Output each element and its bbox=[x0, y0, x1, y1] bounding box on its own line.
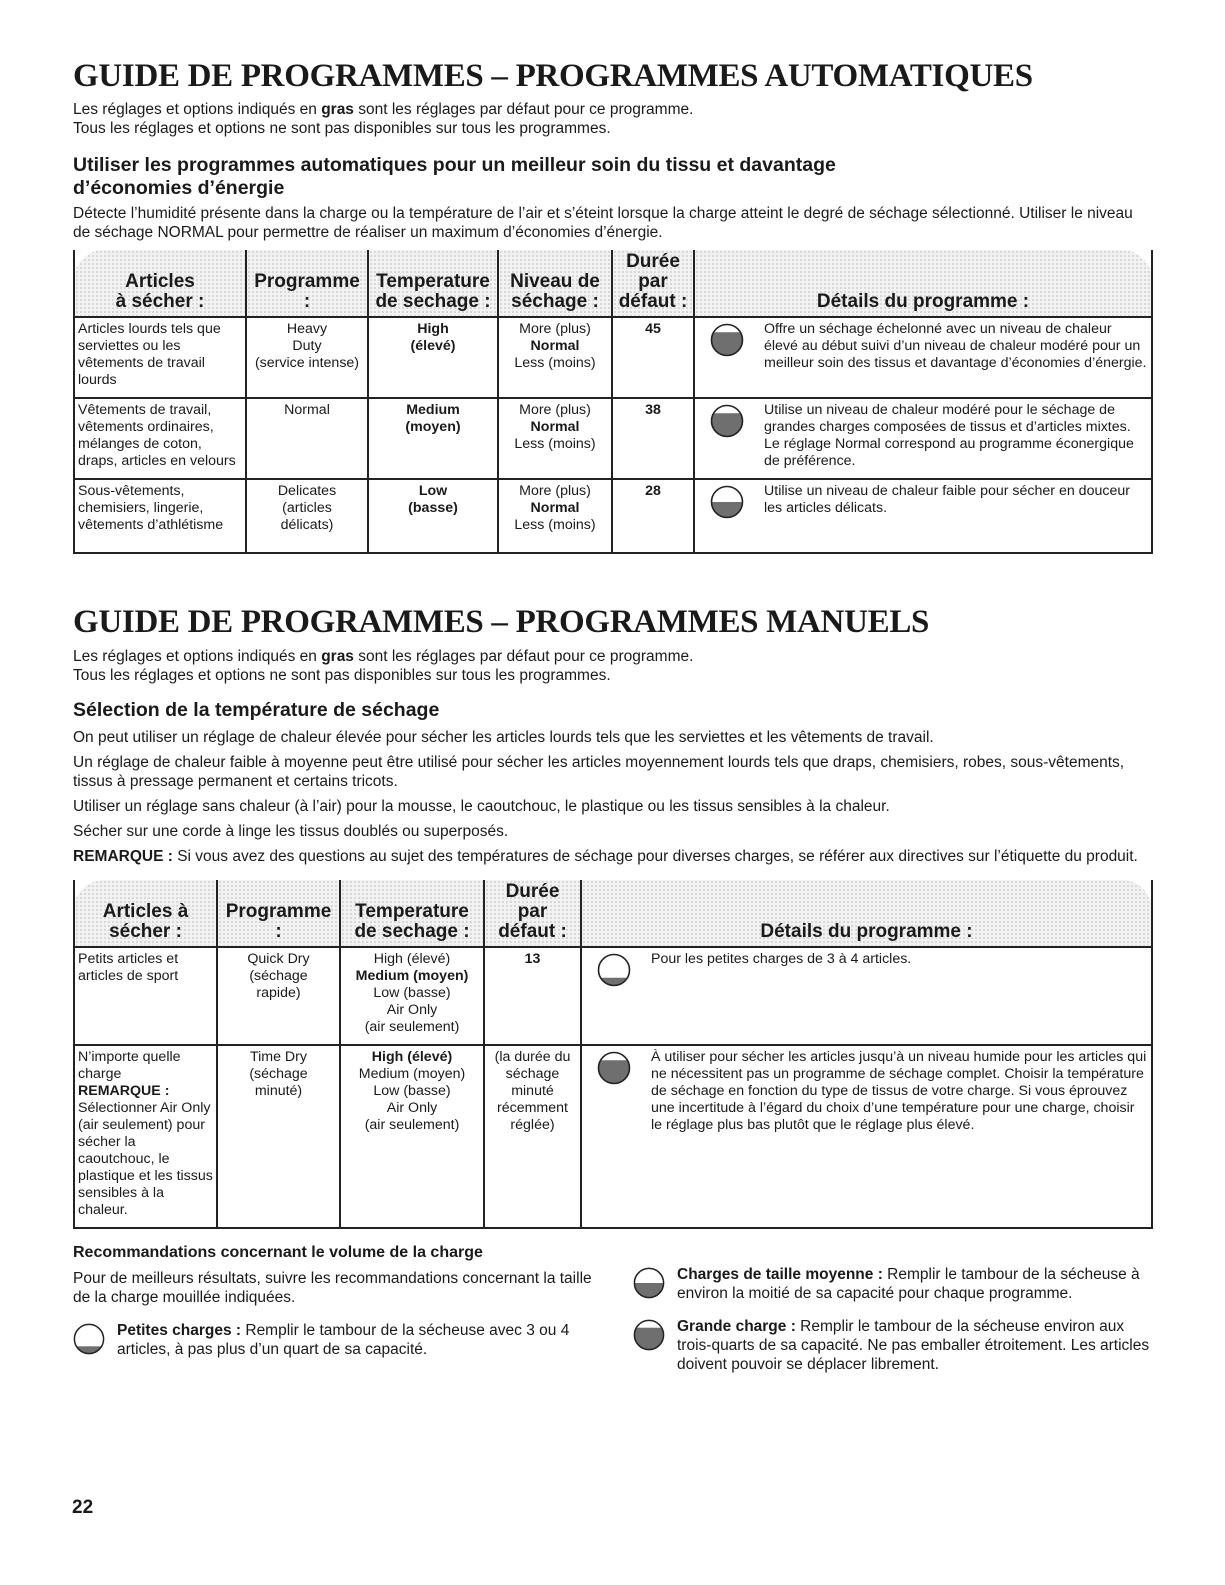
drum-quarter-icon bbox=[73, 1323, 105, 1355]
manual-subtitle: Sélection de la température de séchage bbox=[73, 698, 440, 721]
row-details-text: Pour les petites charges de 3 à 4 articles. bbox=[651, 950, 912, 967]
row-temperature: High (élevé) bbox=[368, 317, 498, 398]
manual-title: GUIDE DE PROGRAMMES – PROGRAMMES MANUELS bbox=[73, 604, 930, 641]
load-large-label: Grande charge : bbox=[677, 1317, 796, 1335]
manual-intro-1-bold: gras bbox=[321, 647, 354, 665]
manual-remark bbox=[73, 847, 1153, 866]
load-large-body: Remplir le tambour de la sécheuse environ aux trois-quarts de sa capacité. Ne pas emballer étroitement. Les articles doivent pouvoir se déplacer librement. bbox=[677, 1317, 1150, 1373]
load-right-column bbox=[633, 1243, 1153, 1374]
manual-header-programme: Programme : bbox=[217, 880, 340, 947]
row-niveau: More (plus) Normal Less (moins) bbox=[498, 398, 612, 479]
load-title: Recommandations concernant le volume de la charge bbox=[73, 1243, 483, 1261]
row-details bbox=[581, 947, 1152, 1045]
row-details bbox=[694, 479, 1152, 553]
row-temperature: High (élevé) Medium (moyen) Low (basse) Air Only (air seulement) bbox=[340, 947, 484, 1045]
row-programme: Delicates (articles délicats) bbox=[246, 479, 368, 553]
row-duree: 38 bbox=[612, 398, 694, 479]
auto-header-programme: Programme : bbox=[246, 250, 368, 317]
row-programme: Time Dry (séchage minuté) bbox=[217, 1045, 340, 1228]
manual-header-temperature: Temperature de sechage : bbox=[340, 880, 484, 947]
row-duree: 45 bbox=[612, 317, 694, 398]
row-details-text: Offre un séchage échelonné avec un niveau de chaleur élevé au début suivi d’un niveau de chaleur modéré pour un meilleur soin des tissus et davantage d’économies d’énergie. bbox=[764, 321, 1147, 372]
manual-header-articles: Articles à sécher : bbox=[74, 880, 217, 947]
row-temperature: High (élevé) Medium (moyen) Low (basse) Air Only (air seulement) bbox=[340, 1045, 484, 1228]
manual-paragraph-4: Sécher sur une corde à linge les tissus doublés ou superposés. bbox=[73, 822, 509, 840]
row-details bbox=[694, 398, 1152, 479]
row-details-text: À utiliser pour sécher les articles jusqu’à un niveau humide pour les articles qui ne nécessitent pas un programme de séchage complet. Choisir la température de séchage en fonction du type de tissus de votre charge. Si vous éprouvez une incertitude à l’égard du choix d’une température pour une charge, choisir le réglage plus bas plutôt que le réglage plus élevé. bbox=[651, 1048, 1147, 1133]
manual-paragraph-1: On peut utiliser un réglage de chaleur élevée pour sécher les articles lourds tels que les serviettes et les vêtements de travail. bbox=[73, 728, 934, 746]
row-niveau: More (plus) Normal Less (moins) bbox=[498, 317, 612, 398]
auto-subtitle-line-1: Utiliser les programmes automatiques pour un meilleur soin du tissu et davantage bbox=[73, 154, 836, 177]
manual-header-duree: Durée par défaut : bbox=[484, 880, 581, 947]
drum-load-icon bbox=[710, 404, 744, 438]
auto-subtitle bbox=[73, 154, 1153, 200]
load-medium-label: Charges de taille moyenne : bbox=[677, 1265, 883, 1283]
load-intro: Pour de meilleurs résultats, suivre les recommandations concernant la taille de la charge mouillée indiquées. bbox=[73, 1269, 592, 1306]
load-medium-text bbox=[677, 1265, 1153, 1303]
auto-intro-1 bbox=[73, 100, 1153, 119]
load-large-text bbox=[677, 1317, 1153, 1374]
row-articles: Sous-vêtements, chemisiers, lingerie, vêtements d’athlétisme bbox=[74, 479, 246, 553]
auto-header-articles: Articles à sécher : bbox=[74, 250, 246, 317]
auto-title: GUIDE DE PROGRAMMES – PROGRAMMES AUTOMATIQUES bbox=[73, 58, 1033, 94]
auto-header-temperature: Temperature de sechage : bbox=[368, 250, 498, 317]
manual-intro-2: Tous les réglages et options ne sont pas disponibles sur tous les programmes. bbox=[73, 666, 611, 684]
table-row bbox=[74, 317, 1152, 398]
manual-paragraph-3: Utiliser un réglage sans chaleur (à l’air) pour la mousse, le caoutchouc, le plastique ou les tissus sensibles à la chaleur. bbox=[73, 797, 890, 815]
row-temperature: Low (basse) bbox=[368, 479, 498, 553]
row-duree: 13 bbox=[484, 947, 581, 1045]
auto-header-details: Détails du programme : bbox=[694, 250, 1152, 317]
auto-header-niveau: Niveau de séchage : bbox=[498, 250, 612, 317]
load-small-label: Petites charges : bbox=[117, 1321, 242, 1339]
row-details-text: Utilise un niveau de chaleur modéré pour le séchage de grandes charges composées de tissus et d’articles mixtes. Le réglage Normal correspond au programme éconergique de préférence. bbox=[764, 402, 1134, 470]
drum-load-icon bbox=[710, 485, 744, 519]
manual-table-header bbox=[74, 880, 1152, 947]
manual-intro-1-post: sont les réglages par défaut pour ce programme. bbox=[353, 647, 694, 665]
manual-programs-table bbox=[73, 880, 1153, 1229]
load-small-text bbox=[117, 1321, 593, 1359]
auto-intro-2: Tous les réglages et options ne sont pas disponibles sur tous les programmes. bbox=[73, 120, 611, 138]
page-content bbox=[73, 58, 1153, 1374]
row-temperature: Medium (moyen) bbox=[368, 398, 498, 479]
auto-subtitle-line-2: d’économies d’énergie bbox=[73, 177, 285, 200]
manual-remark-label: REMARQUE : bbox=[73, 847, 173, 865]
manual-intro-1 bbox=[73, 647, 1153, 666]
row-articles: N’importe quelle charge REMARQUE : Sélectionner Air Only (air seulement) pour sécher la caoutchouc, le plastique et les tissus sensibles à la chaleur. bbox=[74, 1045, 217, 1228]
row-articles: Petits articles et articles de sport bbox=[74, 947, 217, 1045]
drum-load-icon bbox=[597, 1051, 631, 1085]
manual-intro-1-pre: Les réglages et options indiqués en bbox=[73, 647, 322, 665]
table-row bbox=[74, 479, 1152, 553]
drum-three-quarter-icon bbox=[633, 1319, 665, 1351]
row-niveau: More (plus) Normal Less (moins) bbox=[498, 479, 612, 553]
row-duree: 28 bbox=[612, 479, 694, 553]
row-articles: Articles lourds tels que serviettes ou les vêtements de travail lourds bbox=[74, 317, 246, 398]
load-medium bbox=[633, 1265, 1153, 1303]
manual-remark-text: Si vous avez des questions au sujet des températures de séchage pour diverses charges, se référer aux directives sur l’étiquette du produit. bbox=[172, 847, 1138, 865]
row-details bbox=[581, 1045, 1152, 1228]
drum-half-icon bbox=[633, 1267, 665, 1299]
auto-intro-1-bold: gras bbox=[321, 101, 354, 119]
auto-table-header bbox=[74, 250, 1152, 317]
manual-header-details: Détails du programme : bbox=[581, 880, 1152, 947]
table-row bbox=[74, 947, 1152, 1045]
load-small-body: Remplir le tambour de la sécheuse avec 3 ou 4 articles, à pas plus d’un quart de sa capacité. bbox=[117, 1321, 570, 1358]
load-large bbox=[633, 1317, 1153, 1374]
table-row bbox=[74, 1045, 1152, 1228]
page-number: 22 bbox=[72, 1497, 94, 1518]
manual-paragraph-2: Un réglage de chaleur faible à moyenne peut être utilisé pour sécher les articles moyennement lourds tels que draps, chemisiers, robes, sous-vêtements, tissus à pressage permanent et certains tricots. bbox=[73, 753, 1125, 790]
drum-load-icon bbox=[710, 323, 744, 357]
row-programme: Heavy Duty (service intense) bbox=[246, 317, 368, 398]
load-left-column bbox=[73, 1243, 593, 1374]
row-programme: Quick Dry (séchage rapide) bbox=[217, 947, 340, 1045]
load-recommendations bbox=[73, 1243, 1153, 1374]
drum-load-icon bbox=[597, 953, 631, 987]
row-details-text: Utilise un niveau de chaleur faible pour sécher en douceur les articles délicats. bbox=[764, 483, 1130, 517]
auto-header-duree: Durée par défaut : bbox=[612, 250, 694, 317]
auto-intro-1-post: sont les réglages par défaut pour ce programme. bbox=[353, 101, 694, 119]
auto-description: Détecte l’humidité présente dans la charge ou la température de l’air et s’éteint lorsque la charge atteint le degré de séchage sélectionné. Utiliser le niveau de séchage NORMAL pour permettre de réaliser un maximum d’économies d’énergie. bbox=[73, 205, 1133, 242]
load-small bbox=[73, 1321, 593, 1359]
auto-programs-table bbox=[73, 250, 1153, 554]
row-duree: (la durée du séchage minuté récemment réglée) bbox=[484, 1045, 581, 1228]
table-row bbox=[74, 398, 1152, 479]
row-programme: Normal bbox=[246, 398, 368, 479]
auto-intro-1-pre: Les réglages et options indiqués en bbox=[73, 101, 322, 119]
row-articles: Vêtements de travail, vêtements ordinaires, mélanges de coton, draps, articles en velours bbox=[74, 398, 246, 479]
row-details bbox=[694, 317, 1152, 398]
load-medium-body: Remplir le tambour de la sécheuse à environ la moitié de sa capacité pour chaque programme. bbox=[677, 1265, 1140, 1302]
